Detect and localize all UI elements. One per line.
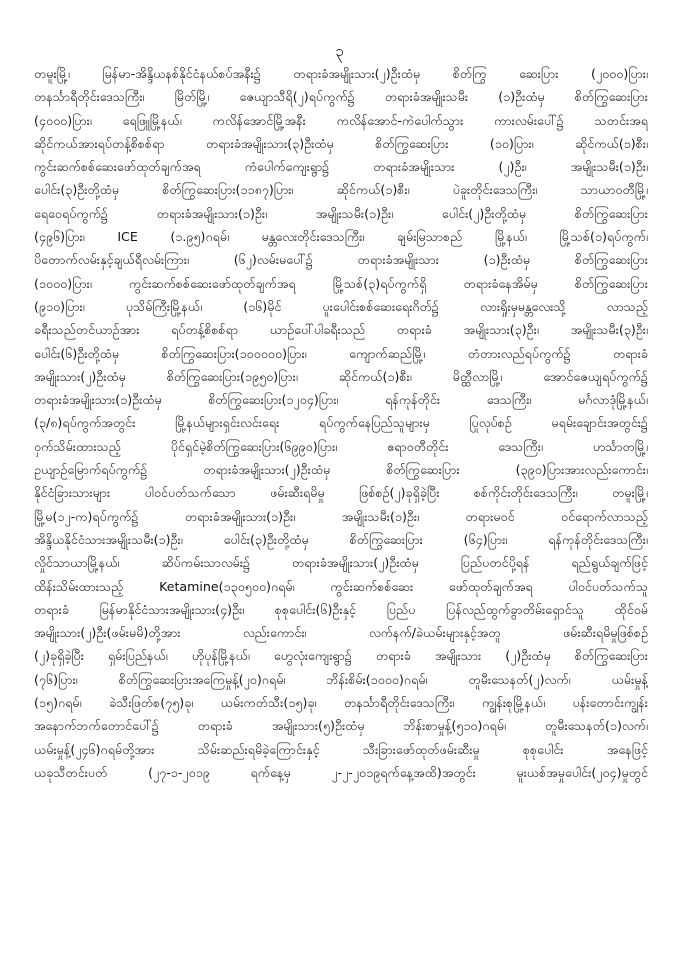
text-line: ခရီးသည်တင်ယာဉ်အား ရပ်တန့်စိစစ်ရာ ယာဉ်ပေါ်ပါခရီးသည် တရားခံ အမျိုးသား(၃)ဦး၊ အမျိုးသမီး(၃)ဦး၊	[34, 322, 648, 338]
body-paragraph	[34, 62, 648, 901]
text-line: တမူးမြို့၊ မြန်မာ-အိန္ဒိယနစ်နိုင်ငံနယ်စပ်အနီး၌ တရားခံအမျိုးသား(၂)ဦးထံမှ စိတ်ကြွ ဆေးပြား (၂၀၀၀)ပြား၊	[34, 66, 648, 81]
text-line: မြို့မ(၁၂-က)ရပ်ကွက်၌ တရားခံအမျိုးသား(၁)ဦး၊ အမျိုးသမီး(၁)ဦး၊ တရားမဝင် ဝင်ရောက်လာသည့်	[34, 508, 648, 524]
text-line: နိုင်ငံခြားသားများ ပါဝင်ပတ်သက်သော ဖမ်းဆီးရမိမှု ဖြစ်စဉ်(၂)ခုရှိခဲ့ပြီး စစ်ကိုင်းတိုင်းဒေသကြီး၊ တမူးမြို့၊	[34, 485, 648, 501]
text-line: ယခုသီတင်းပတ် (၂၇-၁-၂၀၁၉ ရက်နေ့မှ ၂-၂-၂၀၁၉ရက်နေ့အထိ)အတွင်း မူးယစ်အမှုပေါင်း(၂၀၄)မှုတွင်	[34, 764, 648, 780]
text-line: ကွင်းဆက်စစ်ဆေးဖော်ထုတ်ချက်အရ ကံပေါက်ကျေးရွာ၌ တရားခံအမျိုးသား (၂)ဦး၊ အမျိုးသမီး(၁)ဦး၊	[34, 159, 648, 175]
text-line: (၂)ခုရှိခဲ့ပြီး ရှမ်းပြည်နယ်၊ ဟိုပုန်မြို့နယ်၊ ဟွေလုံးကျေးရွာ၌ တရားခံ အမျိုးသား (၂)ဦးထံမှ စိတ်ကြွဆေးပြား	[34, 648, 648, 664]
text-line: ယမ်းမှုန့်(၂၄၆)ဂရမ်တို့အား သိမ်းဆည်းရမိခဲ့ကြောင်းနှင့် သီးခြားဖော်ထုတ်ဖမ်းဆီးမှု စုစုပေါင်း အနေဖြင့်	[34, 741, 648, 757]
text-line: အိန္ဒိယနိုင်ငံသားအမျိုးသမီး(၁)ဦး၊ ပေါင်း(၃)ဦးတို့ထံမှ စိတ်ကြွဆေးပြား (၆၄)ပြား၊ ရန်ကုန်တိုင်းဒေသကြီး၊	[34, 531, 648, 547]
text-line: (၁၀၀၀)ပြား၊ ကွင်းဆက်စစ်ဆေးဖော်ထုတ်ချက်အရ မြို့သစ်(၃)ရပ်ကွက်ရှိ တရားခံနေအိမ်မှ စိတ်ကြွဆေးပြား	[34, 275, 648, 291]
text-line: အမျိုးသား(၂)ဦးထံမှ စိတ်ကြွဆေးပြား(၁၉၅၀)ပြား၊ ဆိုင်ကယ်(၁)စီး၊ မိတ္ထီလာမြို့၊ အောင်ဇေယျရပ်ကွက်၌	[34, 368, 648, 384]
text-line: လှိုင်သာယာမြို့နယ်၊ ဆိပ်ကမ်းသာလမ်း၌ တရားခံအမျိုးသား(၂)ဦးထံမှ ပြည်ပတင်ပို့ရန် ရည်ရွယ်ချက်ဖြင့်	[34, 555, 648, 571]
page-number: ၃	[335, 42, 344, 60]
text-line: ဆိုင်ကယ်အားရပ်တန့်စိစစ်ရာ တရားခံအမျိုးသား(၃)ဦးထံမှ စိတ်ကြွဆေးပြား (၁၀)ပြား၊ ဆိုင်ကယ်(၁)စီး၊	[34, 135, 648, 151]
text-line	[34, 831, 648, 854]
text-line	[34, 854, 648, 877]
text-line: ရေဝေရပ်ကွက်၌ တရားခံအမျိုးသား(၁)ဦး၊ အမျိုးသမီး(၁)ဦး၊ ပေါင်း(၂)ဦးတို့ထံမှ စိတ်ကြွဆေးပြား	[34, 205, 648, 221]
text-line: တရားခံအမျိုးသား(၁)ဦးထံမှ စိတ်ကြွဆေးပြား(၁၂၀၄)ပြား၊ ရန်ကုန်တိုင်း ဒေသကြီး၊ မင်္ဂလာဒုံမြို့နယ်၊	[34, 392, 648, 408]
text-line	[34, 877, 648, 900]
text-line: အမျိုးသား(၂)ဦး(ဖမ်းမမိ)တို့အား လည်းကောင်း၊ လက်နက်/ခဲယမ်းများနှင့်အတူ ဖမ်းဆီးရမိမှုဖြစ်စဉ်	[34, 625, 648, 641]
text-line: (၇၆)ပြား၊ စိတ်ကြွဆေးပြားအကြေမှုန့်(၂၀)ဂရမ်၊ ဘိန်းစိမ်း(၁၀၀၀)ဂရမ်၊ တူမီးသေနတ်(၂)လက်၊ ယမ်းမှုန့်	[34, 671, 648, 687]
text-line: (၃/၈)ရပ်ကွက်အတွင်း မြို့နယ်များရှင်းလင်းရေး ရပ်ကွက်နေပြည်သူများမှ ပြုလုပ်စဉ် မရမ်းချောင်းအတွင်း၌	[34, 415, 648, 431]
text-line: (၁၅)ဂရမ်၊ ခဲသီးဖြတ်စ(၇၅)ခု၊ ယမ်းကတ်သီး(၁၅)ခု၊ တနင်္သာရီတိုင်းဒေသကြီး၊ ကျွန်းစုမြို့နယ်၊ ပန်းတောင်းကျွန်း	[34, 695, 648, 711]
text-line: (၄၉၆)ပြား၊ ICE (၁.၉၅)ဂရမ်၊ မန္တလေးတိုင်းဒေသကြီး၊ ချမ်းမြသာစည် မြို့နယ်၊ မြို့သစ်(၁)ရပ်ကွက်၊	[34, 229, 648, 245]
text-line: ဝှက်သိမ်းထားသည့် ပိုင်ရှင်မဲ့စိတ်ကြွဆေးပြား(၆၉၉၀)ပြား၊ ဧရာဝတီတိုင်း ဒေသကြီး၊ ဟင်္သာတမြို့၊	[34, 438, 648, 454]
text-line: ပေါင်း(၃)ဦးတို့ထံမှ စိတ်ကြွဆေးပြား(၁၁၈၇)ပြား၊ ဆိုင်ကယ်(၁)စီး၊ ပဲခူးတိုင်းဒေသကြီး၊ သာယာဝတီမြို့၊	[34, 182, 648, 198]
text-line: တရားခံ မြန်မာနိုင်ငံသားအမျိုးသား(၄)ဦး၊ စုစုပေါင်း(၆)ဦးနှင့် ပြည်ပ ပြန်လည်ထွက်ခွာတိမ်းရှောင်သူ ထိုင်ဝမ်	[34, 601, 648, 617]
text-line: ဥယျာဉ်မြောက်ရပ်ကွက်၌ တရားခံအမျိုးသား(၂)ဦးထံမှ စိတ်ကြွဆေးပြား (၃၉၀)ပြားအားလည်းကောင်း၊	[34, 462, 648, 478]
text-line	[34, 784, 648, 807]
text-line: (၄၀၀၀)ပြား၊ ရေဖြူမြို့နယ်၊ ကလိန်အောင်မြို့အနီး ကလိန်အောင်-ကဲပေါက်သွား ကားလမ်းပေါ်၌ သတင်းအရ	[34, 112, 648, 128]
text-line: တနင်္သာရီတိုင်းဒေသကြီး၊ မြိတ်မြို့၊ ဇေယျာသီရိ(၂)ရပ်ကွက်၌ တရားခံအမျိုးသမီး (၁)ဦးထံမှ စိတ်ကြွဆေးပြား	[34, 89, 648, 105]
text-line: ပေါင်း(၆)ဦးတို့ထံမှ စိတ်ကြွဆေးပြား(၁၀၀၀၀၀)ပြား၊ ကျောက်ဆည်မြို့၊ တံတားလည်ရပ်ကွက်၌ တရားခံ	[34, 345, 648, 361]
text-line: ပိတောက်လမ်းနှင့်ချယ်ရီလမ်းကြား၊ (၆၂)လမ်းမပေါ်၌ တရားခံအမျိုးသား (၁)ဦးထံမှ စိတ်ကြွဆေးပြား	[34, 252, 648, 268]
text-line	[34, 808, 648, 831]
text-line: ထိန်းသိမ်းထားသည့် Ketamine(၁၃၀၅၀၀)ဂရမ်၊ ကွင်းဆက်စစ်ဆေး ဖော်ထုတ်ချက်အရ ပါဝင်ပတ်သက်သူ	[34, 578, 648, 594]
text-line: (၉၁၀)ပြား၊ ပုသိမ်ကြီးမြို့နယ်၊ (၁၆)မိုင် ပူးပေါင်းစစ်ဆေးရေးဂိတ်၌ လားရှိုးမှမန္တလေးသို့ လာသည့်	[34, 298, 648, 314]
text-line: အနောက်ဘက်တောင်ပေါ်၌ တရားခံ အမျိုးသား(၅)ဦးထံမှ ဘိန်းစာမှုန့်(၅၁၀)ဂရမ်၊ တူမီးသေနတ်(၁)လက်၊	[34, 718, 648, 734]
